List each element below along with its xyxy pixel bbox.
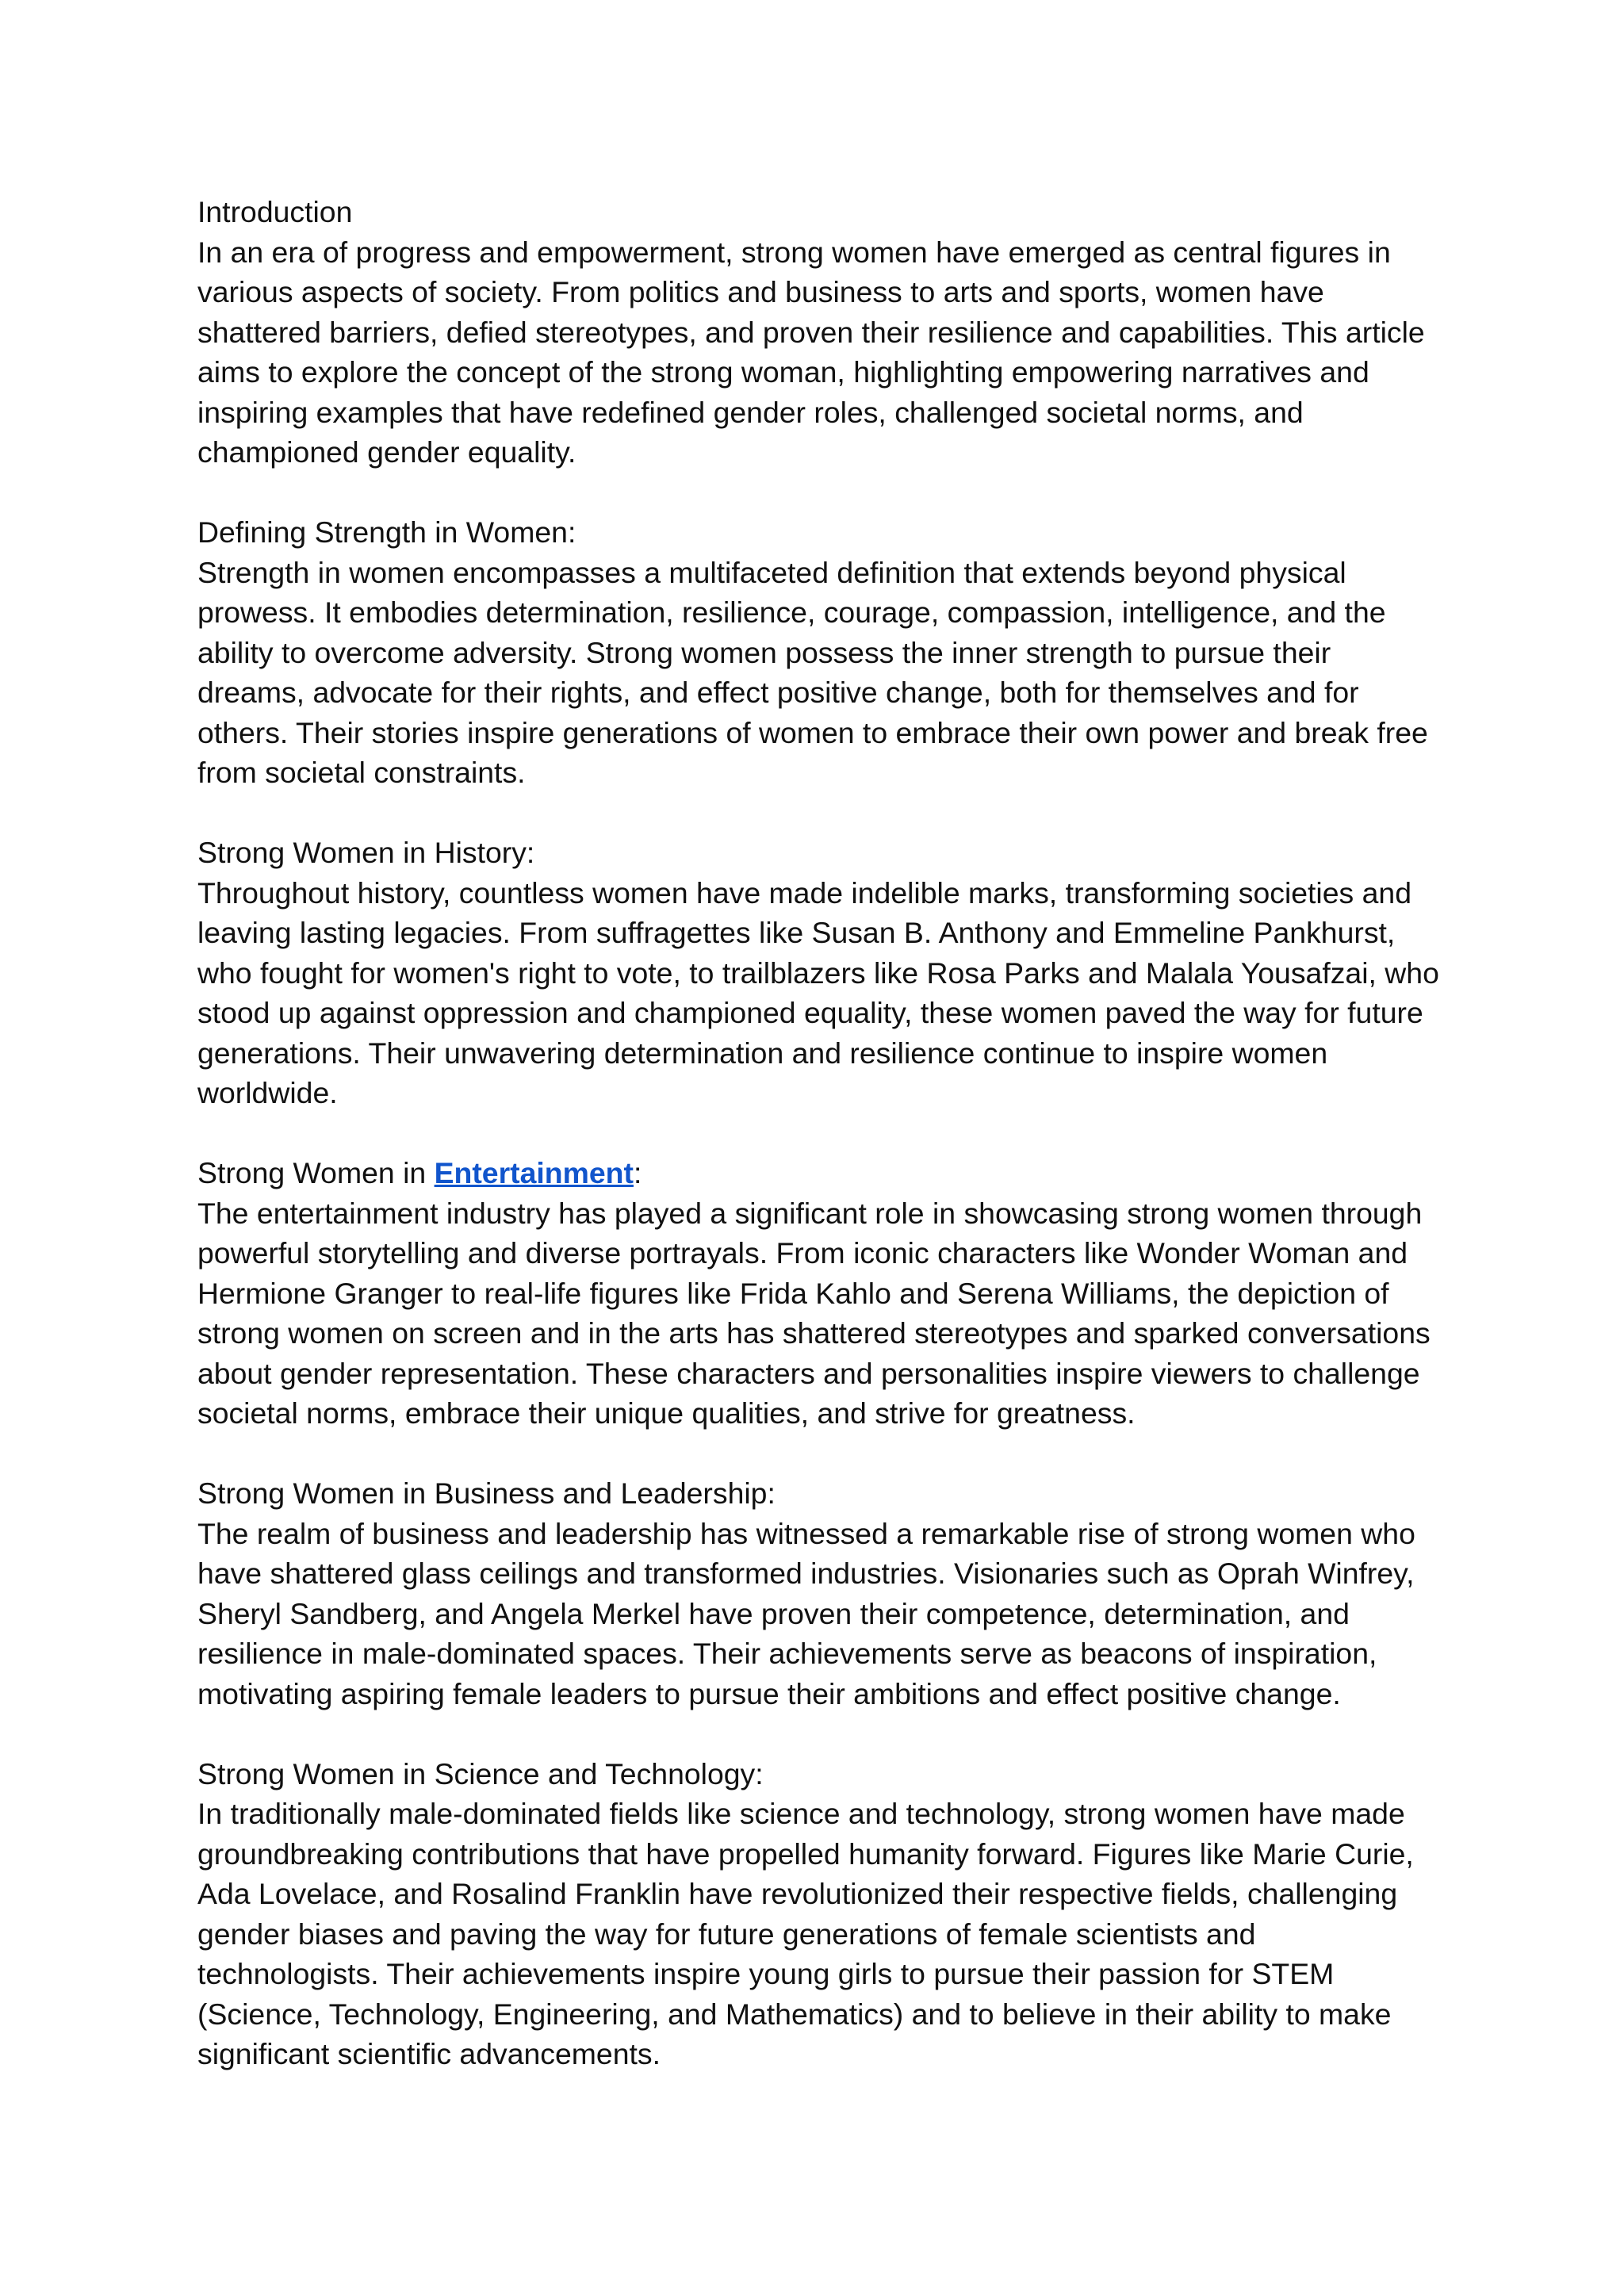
heading-prefix: Strong Women in (197, 1156, 435, 1189)
section-heading: Defining Strength in Women: (197, 515, 576, 549)
heading-suffix: : (633, 1156, 642, 1189)
section-body: Strength in women encompasses a multifaceted definition that extends beyond physical prowess. It embodies determination, resilience, courage, compassion, intelligence, and the ability to overcome adversity. Strong women possess the inner strength to pursue their dreams, advocate for their rights, and effect positive change, both for themselves and for others. Their stories inspire generations of women to embrace their own power and break free from societal constraints. (197, 555, 1428, 789)
section-introduction (197, 192, 1442, 473)
section-body: Throughout history, countless women have made indelible marks, transforming societies and leaving lasting legacies. From suffragettes like Susan B. Anthony and Emmeline Pankhurst, who fought for women's right to vote, to trailblazers like Rosa Parks and Malala Yousafzai, who stood up against oppression and championed equality, these women paved the way for future generations. Their unwavering determination and resilience continue to inspire women worldwide. (197, 875, 1439, 1109)
section-body: The entertainment industry has played a significant role in showcasing strong women through powerful storytelling and diverse portrayals. From iconic characters like Wonder Woman and Hermione Granger to real-life figures like Frida Kahlo and Serena Williams, the depiction of strong women on screen and in the arts has shattered stereotypes and sparked conversations about gender representation. These characters and personalities inspire viewers to challenge societal norms, embrace their unique qualities, and strive for greatness. (197, 1196, 1431, 1430)
entertainment-link[interactable]: Entertainment (434, 1156, 634, 1189)
section-science-technology (197, 1754, 1442, 2074)
section-heading: Introduction (197, 195, 353, 228)
section-entertainment (197, 1153, 1442, 1434)
section-heading: Strong Women in Science and Technology: (197, 1756, 764, 1790)
section-defining-strength (197, 512, 1442, 793)
section-heading: Strong Women in History: (197, 836, 535, 869)
section-body: In traditionally male-dominated fields like science and technology, strong women have made groundbreaking contributions that have propelled humanity forward. Figures like Marie Curie, Ada Lovelace, and Rosalind Franklin have revolutionized their respective fields, challenging gender biases and paving the way for future generations of female scientists and technologists. Their achievements inspire young girls to pursue their passion for STEM (Science, Technology, Engineering, and Mathematics) and to believe in their ability to make significant scientific advancements. (197, 1797, 1414, 2070)
document-page (197, 192, 1442, 2114)
section-body: The realm of business and leadership has witnessed a remarkable rise of strong women who have shattered glass ceilings and transformed industries. Visionaries such as Oprah Winfrey, Sheryl Sandberg, and Angela Merkel have proven their competence, determination, and resilience in male-dominated spaces. Their achievements serve as beacons of inspiration, motivating aspiring female leaders to pursue their ambitions and effect positive change. (197, 1516, 1415, 1710)
section-business-leadership (197, 1473, 1442, 1714)
section-body: In an era of progress and empowerment, strong women have emerged as central figures in various aspects of society. From politics and business to arts and sports, women have shattered barriers, defied stereotypes, and proven their resilience and capabilities. This article aims to explore the concept of the strong woman, highlighting empowering narratives and inspiring examples that have redefined gender roles, challenged societal norms, and championed gender equality. (197, 235, 1425, 469)
section-history (197, 833, 1442, 1113)
section-heading: Strong Women in Business and Leadership: (197, 1476, 776, 1510)
section-heading (197, 1153, 1442, 1193)
